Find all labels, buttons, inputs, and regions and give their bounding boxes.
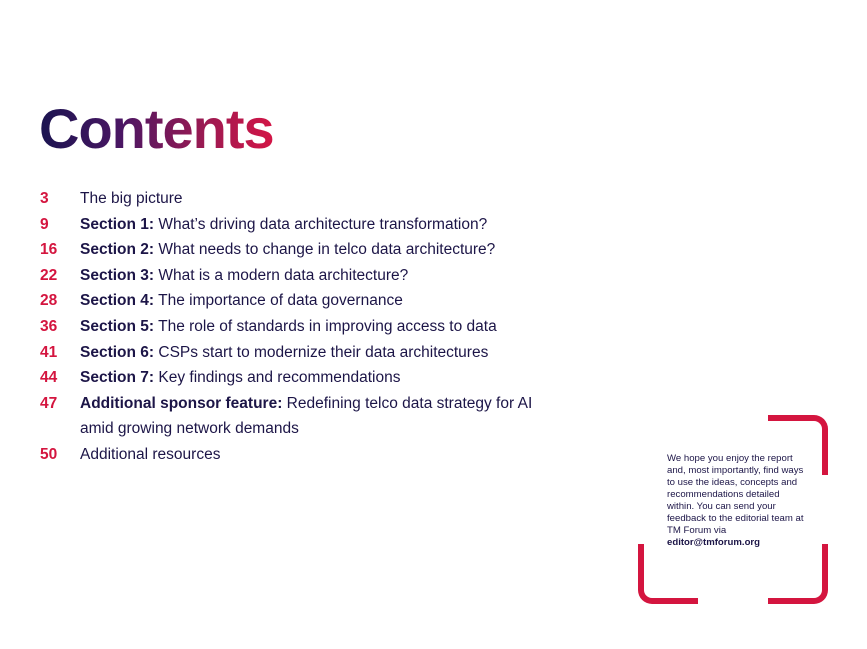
toc-section-title: The importance of data governance <box>154 292 403 310</box>
toc-entry[interactable] <box>40 212 560 238</box>
toc-section-title: Redefining telco data strategy for AI amid growing network demands <box>80 394 533 438</box>
toc-page-number: 44 <box>40 369 58 387</box>
toc-section-title: What is a modern data architecture? <box>154 266 409 284</box>
toc-entry-text <box>80 237 560 263</box>
toc-page-number: 22 <box>40 266 58 284</box>
toc-section-label: Section 6: <box>80 343 155 361</box>
toc-section-label: Section 5: <box>80 317 155 335</box>
toc-entry[interactable] <box>40 288 560 314</box>
feedback-note <box>667 453 807 549</box>
toc-section-title: What’s driving data architecture transformation? <box>154 215 488 233</box>
table-of-contents <box>40 186 560 468</box>
toc-section-title: What needs to change in telco data architecture? <box>154 241 496 259</box>
toc-section-label: Section 1: <box>80 215 155 233</box>
toc-entry-text <box>80 442 560 468</box>
toc-entry-text <box>80 288 560 314</box>
toc-entry-text <box>80 391 560 442</box>
toc-section-title: Additional resources <box>80 445 221 463</box>
toc-page-number: 9 <box>40 215 49 233</box>
toc-entry[interactable] <box>40 391 560 442</box>
toc-section-label: Section 7: <box>80 369 155 387</box>
toc-page-number: 41 <box>40 343 58 361</box>
frame-corner-bottom-left <box>638 544 698 604</box>
toc-entry[interactable] <box>40 442 560 468</box>
toc-section-title: CSPs start to modernize their data architectures <box>154 343 489 361</box>
toc-page-number: 3 <box>40 190 49 207</box>
toc-page-number: 50 <box>40 445 58 463</box>
toc-entry[interactable] <box>40 365 560 391</box>
toc-entry[interactable] <box>40 340 560 366</box>
toc-page-number: 36 <box>40 317 58 335</box>
toc-page-number: 47 <box>40 394 58 412</box>
toc-entry[interactable] <box>40 263 560 289</box>
feedback-email-link[interactable]: editor@tmforum.org <box>667 537 761 548</box>
toc-entry[interactable] <box>40 237 560 263</box>
toc-section-label: Section 2: <box>80 241 155 259</box>
toc-entry-text <box>80 365 560 391</box>
toc-entry[interactable] <box>40 186 560 212</box>
frame-corner-bottom-right <box>768 544 828 604</box>
toc-section-title: The big picture <box>80 190 183 207</box>
toc-section-title: Key findings and recommendations <box>154 369 401 387</box>
feedback-text: We hope you enjoy the report and, most importantly, find ways to use the ideas, concepts and recommendations detailed within. You can send your feedback to the editorial team at TM Forum via <box>667 453 804 536</box>
toc-section-label: Additional sponsor feature: <box>80 394 283 412</box>
toc-section-label: Section 3: <box>80 266 155 284</box>
page-title: Contents <box>39 97 274 160</box>
toc-entry-text <box>80 314 560 340</box>
toc-entry-text <box>80 212 560 238</box>
toc-section-title: The role of standards in improving access to data <box>154 317 497 335</box>
toc-entry[interactable] <box>40 314 560 340</box>
toc-section-label: Section 4: <box>80 292 155 310</box>
toc-entry-text <box>80 263 560 289</box>
toc-page-number: 28 <box>40 292 58 310</box>
toc-entry-text <box>80 340 560 366</box>
toc-page-number: 16 <box>40 241 58 259</box>
toc-entry-text <box>80 186 560 212</box>
